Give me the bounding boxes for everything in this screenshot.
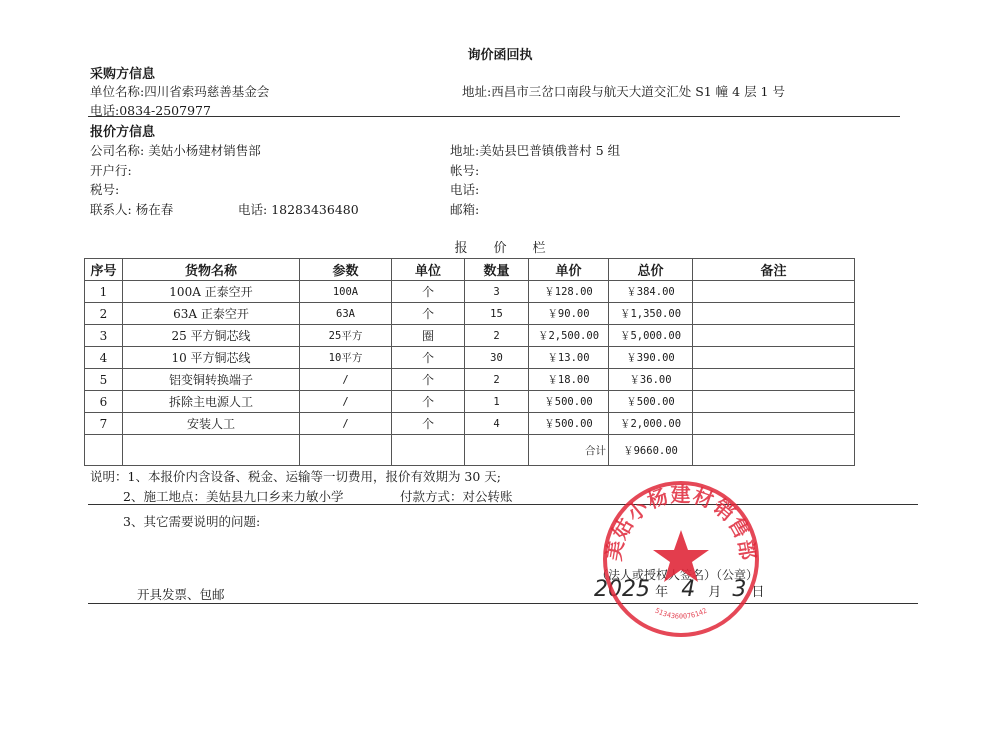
cell-spec: / (300, 391, 392, 413)
cell-total: ￥390.00 (609, 347, 693, 369)
buyer-section-title: 采购方信息 (90, 67, 156, 82)
cell-index: 7 (85, 413, 123, 435)
table-row (85, 369, 855, 391)
buyer-unit (90, 82, 269, 100)
header-total: 总价 (609, 259, 693, 281)
cell-index: 1 (85, 281, 123, 303)
seller-address (450, 141, 620, 159)
buyer-unit-value: 四川省索玛慈善基金会 (144, 84, 270, 99)
date-month: 4 (681, 577, 696, 602)
cell-unit: 圈 (392, 325, 465, 347)
cell-spec: / (300, 413, 392, 435)
cell-remark (693, 391, 855, 413)
buyer-unit-label: 单位名称: (90, 84, 145, 99)
cell-remark (693, 347, 855, 369)
cell-total: ￥1,350.00 (609, 303, 693, 325)
cell-qty: 3 (465, 281, 529, 303)
cell-name: 63A 正泰空开 (123, 303, 300, 325)
seller-contact-value: 杨在春 (135, 202, 174, 217)
divider (88, 504, 918, 505)
date-day: 3 (732, 577, 747, 602)
cell-qty: 2 (465, 369, 529, 391)
cell-remark (693, 413, 855, 435)
seller-phone-value: 18283436480 (271, 202, 359, 217)
buyer-phone-value: 0834-2507977 (119, 103, 211, 118)
page-title: 询价函回执 (467, 48, 533, 63)
cell-remark (693, 303, 855, 325)
buyer-phone-label: 电话: (90, 103, 120, 118)
quote-table (84, 258, 855, 466)
seller-contact-label: 联系人: (90, 202, 132, 217)
seller-company (90, 141, 261, 159)
buyer-address-value: 西昌市三岔口南段与航天大道交汇处 S1 幢 4 层 1 号 (491, 84, 785, 99)
cell-unit: 个 (392, 369, 465, 391)
company-seal (600, 478, 762, 640)
header-spec: 参数 (300, 259, 392, 281)
cell-price: ￥90.00 (529, 303, 609, 325)
table-total-row (85, 435, 855, 466)
table-row (85, 303, 855, 325)
payment-method: 付款方式：对公转账 (400, 489, 513, 504)
cell-total: ￥5,000.00 (609, 325, 693, 347)
total-label: 合计 (529, 435, 609, 466)
seller-bank-label: 开户行: (90, 163, 132, 178)
cell-empty (300, 435, 392, 466)
date-year: 2025 (594, 577, 650, 602)
cell-spec: / (300, 369, 392, 391)
date-year-char: 年 (655, 585, 669, 600)
table-header-row (85, 259, 855, 281)
cell-index: 2 (85, 303, 123, 325)
cell-price: ￥18.00 (529, 369, 609, 391)
cell-spec: 10平方 (300, 347, 392, 369)
cell-empty (693, 435, 855, 466)
date-month-char: 月 (708, 585, 722, 600)
seller-contact (90, 200, 173, 218)
cell-total: ￥384.00 (609, 281, 693, 303)
seller-company-label: 公司名称: (90, 143, 145, 158)
cell-unit: 个 (392, 347, 465, 369)
invoice-note: 开具发票、包邮 (137, 587, 225, 602)
seller-phone (238, 200, 359, 218)
cell-index: 4 (85, 347, 123, 369)
header-price: 单价 (529, 259, 609, 281)
cell-qty: 30 (465, 347, 529, 369)
header-unit: 单位 (392, 259, 465, 281)
cell-total: ￥500.00 (609, 391, 693, 413)
cell-price: ￥128.00 (529, 281, 609, 303)
cell-index: 3 (85, 325, 123, 347)
note-line-2: 2、施工地点：美姑县九口乡来力敏小学 (123, 489, 344, 504)
total-value: ￥9660.00 (609, 435, 693, 466)
cell-name: 10 平方铜芯线 (123, 347, 300, 369)
table-caption: 报 价 栏 (454, 241, 546, 256)
star-icon (653, 530, 709, 582)
cell-empty (123, 435, 300, 466)
seal-number: 5134360076142 (653, 606, 709, 621)
cell-spec: 25平方 (300, 325, 392, 347)
cell-price: ￥500.00 (529, 413, 609, 435)
table-row (85, 413, 855, 435)
cell-index: 6 (85, 391, 123, 413)
svg-text:5134360076142 (654, 607, 709, 621)
seller-address-value: 美姑县巴普镇俄普村 5 组 (479, 143, 621, 158)
cell-remark (693, 369, 855, 391)
header-qty: 数量 (465, 259, 529, 281)
buyer-address (462, 82, 785, 100)
cell-empty (465, 435, 529, 466)
signature-label: （法人或授权人签名）（公章） (596, 568, 759, 582)
cell-price: ￥500.00 (529, 391, 609, 413)
cell-name: 拆除主电源人工 (123, 391, 300, 413)
cell-total: ￥36.00 (609, 369, 693, 391)
seller-company-value: 美姑小杨建材销售部 (148, 143, 261, 158)
cell-qty: 15 (465, 303, 529, 325)
cell-price: ￥13.00 (529, 347, 609, 369)
cell-empty (85, 435, 123, 466)
table-row (85, 391, 855, 413)
cell-index: 5 (85, 369, 123, 391)
cell-total: ￥2,000.00 (609, 413, 693, 435)
divider (88, 603, 918, 604)
seller-section-title: 报价方信息 (90, 125, 156, 140)
cell-unit: 个 (392, 303, 465, 325)
cell-price: ￥2,500.00 (529, 325, 609, 347)
seller-phone-label: 电话: (238, 202, 268, 217)
cell-qty: 4 (465, 413, 529, 435)
divider (88, 116, 900, 117)
seller-tax-label: 税号: (90, 182, 120, 197)
buyer-address-label: 地址: (462, 84, 492, 99)
header-index: 序号 (85, 259, 123, 281)
cell-name: 铝变铜转换端子 (123, 369, 300, 391)
header-name: 货物名称 (123, 259, 300, 281)
date-day-char: 日 (751, 585, 765, 600)
cell-unit: 个 (392, 281, 465, 303)
cell-spec: 63A (300, 303, 392, 325)
seal-text: 美姑小杨建材销售部 (601, 482, 761, 563)
cell-unit: 个 (392, 413, 465, 435)
cell-qty: 1 (465, 391, 529, 413)
cell-unit: 个 (392, 391, 465, 413)
cell-name: 安装人工 (123, 413, 300, 435)
seller-email-label: 邮箱: (450, 202, 480, 217)
seller-address-label: 地址: (450, 143, 480, 158)
seller-phone2-label: 电话: (450, 182, 480, 197)
table-row (85, 281, 855, 303)
cell-name: 25 平方铜芯线 (123, 325, 300, 347)
cell-spec: 100A (300, 281, 392, 303)
cell-qty: 2 (465, 325, 529, 347)
cell-name: 100A 正泰空开 (123, 281, 300, 303)
cell-remark (693, 281, 855, 303)
table-row (85, 347, 855, 369)
cell-remark (693, 325, 855, 347)
note-line-1: 说明：1、本报价内含设备、税金、运输等一切费用，报价有效期为 30 天; (90, 469, 502, 484)
seller-account-label: 帐号: (450, 163, 480, 178)
table-row (85, 325, 855, 347)
header-remark: 备注 (693, 259, 855, 281)
note-line-3: 3、其它需要说明的问题: (123, 514, 261, 529)
cell-empty (392, 435, 465, 466)
